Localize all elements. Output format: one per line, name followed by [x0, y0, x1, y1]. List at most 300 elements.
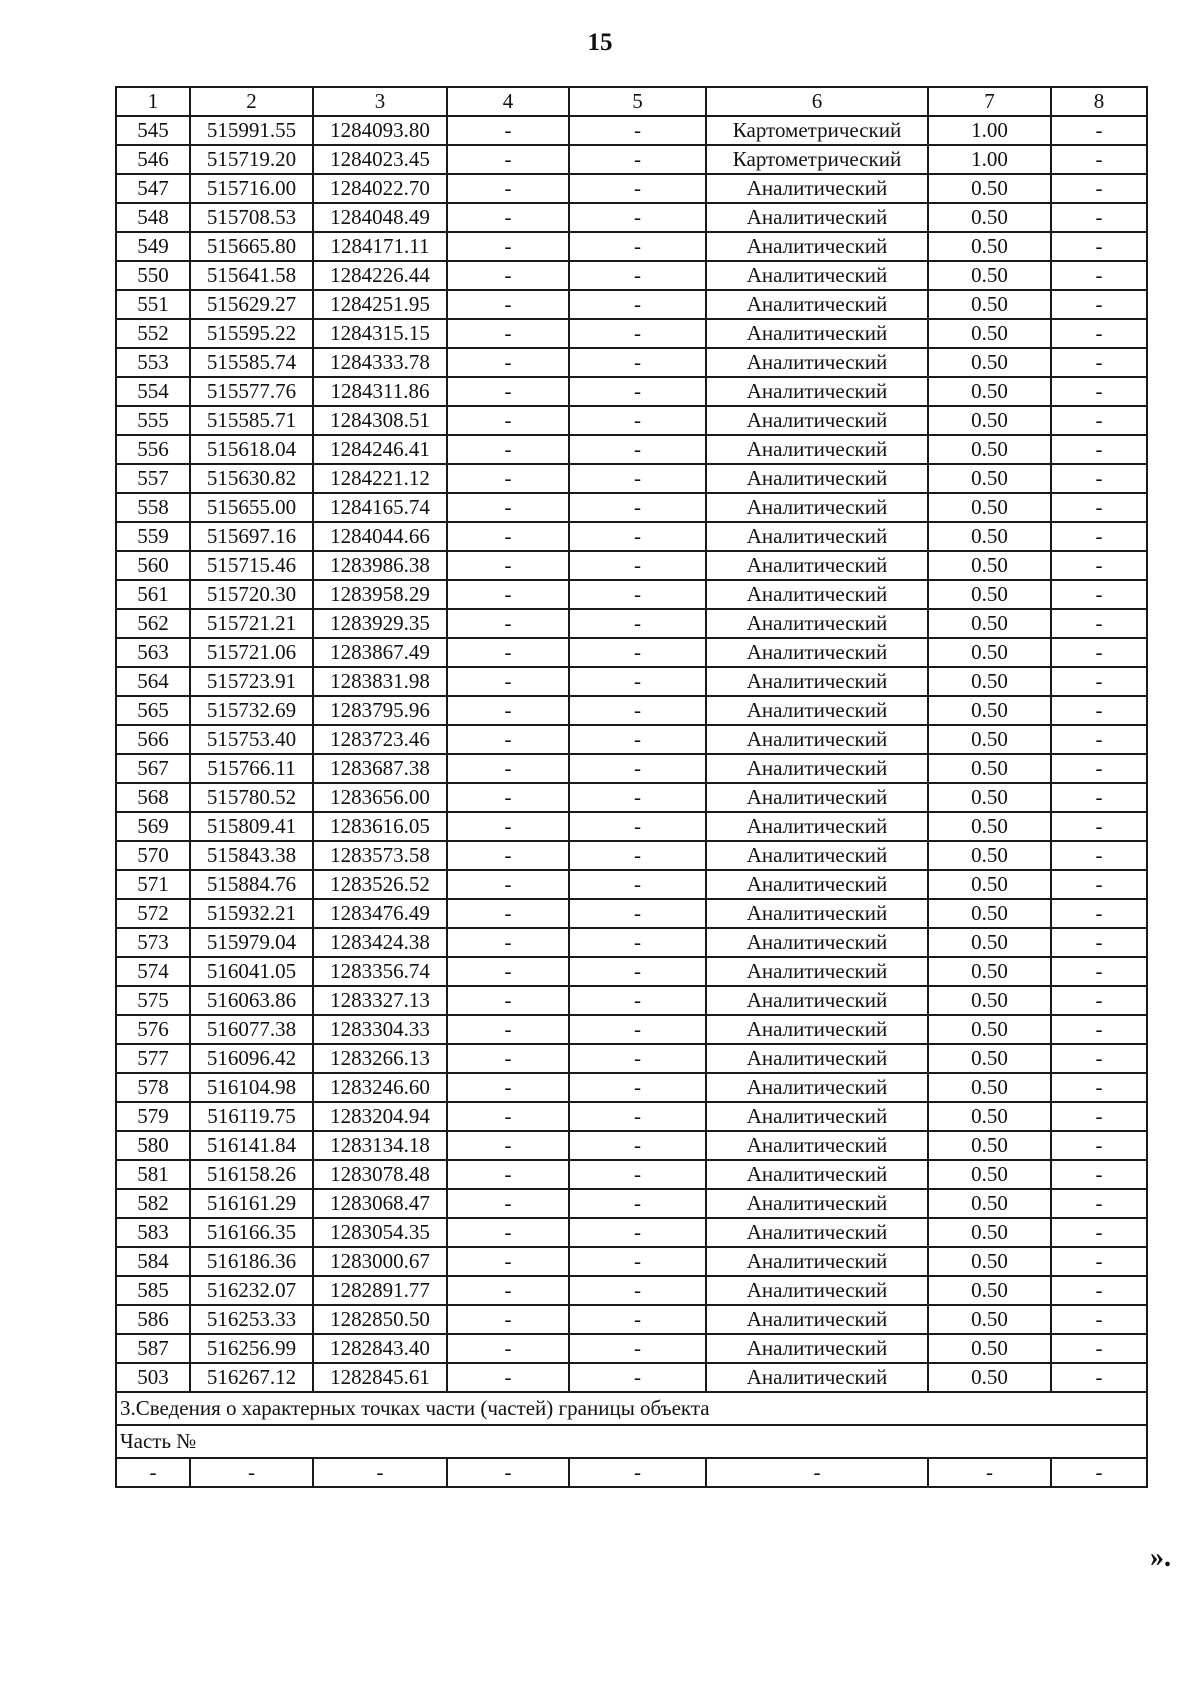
table-cell: 550 [116, 261, 190, 290]
table-cell: 515618.04 [190, 435, 313, 464]
table-cell: - [569, 1131, 706, 1160]
table-cell: 516158.26 [190, 1160, 313, 1189]
table-cell: - [569, 638, 706, 667]
table-cell: 562 [116, 609, 190, 638]
table-cell: 515753.40 [190, 725, 313, 754]
table-cell: 0.50 [928, 1044, 1051, 1073]
table-cell: 8 [1051, 87, 1147, 116]
table-cell: 0.50 [928, 377, 1051, 406]
table-cell: 1283327.13 [313, 986, 447, 1015]
table-cell: 0.50 [928, 667, 1051, 696]
table-cell: 0.50 [928, 957, 1051, 986]
table-cell: 563 [116, 638, 190, 667]
table-cell: - [447, 609, 569, 638]
table-cell: - [447, 290, 569, 319]
table-row [116, 870, 1147, 899]
table-cell: 1283795.96 [313, 696, 447, 725]
table-cell: - [1051, 1218, 1147, 1247]
table-cell: 515697.16 [190, 522, 313, 551]
table-cell: 1284246.41 [313, 435, 447, 464]
table-cell: 566 [116, 725, 190, 754]
table-cell: 1283831.98 [313, 667, 447, 696]
table-cell: - [1051, 1160, 1147, 1189]
table-row [116, 551, 1147, 580]
table-cell: 0.50 [928, 580, 1051, 609]
table-cell: 516256.99 [190, 1334, 313, 1363]
table-cell: - [569, 1015, 706, 1044]
table-cell: - [447, 899, 569, 928]
table-cell: 515720.30 [190, 580, 313, 609]
table-cell: - [1051, 551, 1147, 580]
table-cell: - [1051, 232, 1147, 261]
table-cell: 564 [116, 667, 190, 696]
table-row [116, 348, 1147, 377]
table-cell: - [569, 1363, 706, 1392]
table-cell: 0.50 [928, 1218, 1051, 1247]
table-row [116, 145, 1147, 174]
table-cell: 0.50 [928, 1015, 1051, 1044]
table-cell: Аналитический [706, 174, 928, 203]
table-cell: - [569, 522, 706, 551]
table-cell: - [447, 1363, 569, 1392]
table-cell: 574 [116, 957, 190, 986]
table-cell: - [447, 551, 569, 580]
table-cell: - [116, 1458, 190, 1487]
table-cell: Аналитический [706, 522, 928, 551]
table-row [116, 406, 1147, 435]
table-cell: 515932.21 [190, 899, 313, 928]
table-cell: - [569, 870, 706, 899]
table-cell: Аналитический [706, 551, 928, 580]
table-cell: 0.50 [928, 1189, 1051, 1218]
table-row [116, 754, 1147, 783]
table-cell: 1284311.86 [313, 377, 447, 406]
table-cell: - [569, 116, 706, 145]
empty-part-row [116, 1458, 1147, 1487]
table-cell: 1283134.18 [313, 1131, 447, 1160]
table-cell: Аналитический [706, 377, 928, 406]
table-cell: 547 [116, 174, 190, 203]
table-cell: - [569, 928, 706, 957]
table-cell: 0.50 [928, 899, 1051, 928]
table-cell: 515721.06 [190, 638, 313, 667]
table-cell: - [1051, 1189, 1147, 1218]
table-row [116, 812, 1147, 841]
table-cell: 0.50 [928, 232, 1051, 261]
table-cell: 516166.35 [190, 1218, 313, 1247]
table-cell: - [447, 348, 569, 377]
table-cell: - [447, 116, 569, 145]
table-cell: - [569, 1160, 706, 1189]
table-cell: 515780.52 [190, 783, 313, 812]
table-cell: 1284226.44 [313, 261, 447, 290]
table-cell: 0.50 [928, 1334, 1051, 1363]
table-row [116, 667, 1147, 696]
table-cell: - [447, 232, 569, 261]
table-cell: 516096.42 [190, 1044, 313, 1073]
table-cell: 516104.98 [190, 1073, 313, 1102]
table-row [116, 319, 1147, 348]
table-cell: Аналитический [706, 696, 928, 725]
table-cell: - [447, 667, 569, 696]
table-cell: - [569, 232, 706, 261]
table-cell: 515585.71 [190, 406, 313, 435]
table-cell: - [447, 841, 569, 870]
table-cell: 516186.36 [190, 1247, 313, 1276]
table-cell: 516253.33 [190, 1305, 313, 1334]
table-cell: 7 [928, 87, 1051, 116]
table-cell: 515585.74 [190, 348, 313, 377]
table-cell: 581 [116, 1160, 190, 1189]
table-cell: - [1051, 1247, 1147, 1276]
table-cell: - [569, 899, 706, 928]
table-cell: - [1051, 464, 1147, 493]
table-cell: - [569, 203, 706, 232]
table-cell: - [569, 1102, 706, 1131]
table-row [116, 1305, 1147, 1334]
table-cell: Аналитический [706, 435, 928, 464]
table-cell: - [1051, 928, 1147, 957]
table-cell: - [447, 1458, 569, 1487]
table-cell: 1283054.35 [313, 1218, 447, 1247]
table-cell: 516267.12 [190, 1363, 313, 1392]
part-number-row [116, 1425, 1147, 1458]
table-cell: 1284044.66 [313, 522, 447, 551]
table-cell: 1283068.47 [313, 1189, 447, 1218]
table-cell: 584 [116, 1247, 190, 1276]
table-row [116, 435, 1147, 464]
table-cell: Аналитический [706, 1073, 928, 1102]
table-cell: - [1051, 1044, 1147, 1073]
table-row [116, 783, 1147, 812]
table-row [116, 609, 1147, 638]
table-row [116, 986, 1147, 1015]
table-cell: 515766.11 [190, 754, 313, 783]
table-cell: 0.50 [928, 841, 1051, 870]
table-cell: - [569, 1218, 706, 1247]
table-cell: 1283986.38 [313, 551, 447, 580]
table-cell: 515708.53 [190, 203, 313, 232]
table-cell: - [1051, 493, 1147, 522]
table-row [116, 1131, 1147, 1160]
closing-quote-mark: ». [1150, 1542, 1171, 1573]
table-cell: - [447, 435, 569, 464]
table-row [116, 232, 1147, 261]
table-cell: 0.50 [928, 1247, 1051, 1276]
table-cell: - [569, 1073, 706, 1102]
table-row [116, 522, 1147, 551]
table-cell: 515732.69 [190, 696, 313, 725]
table-cell: 2 [190, 87, 313, 116]
table-cell: - [569, 319, 706, 348]
table-row [116, 841, 1147, 870]
table-row [116, 638, 1147, 667]
table-cell: - [569, 754, 706, 783]
table-row [116, 493, 1147, 522]
table-cell: - [1051, 783, 1147, 812]
table-cell: - [447, 377, 569, 406]
table-cell: Аналитический [706, 1305, 928, 1334]
table-body [116, 87, 1147, 1487]
table-cell: 0.50 [928, 1131, 1051, 1160]
table-cell: Аналитический [706, 1044, 928, 1073]
table-cell: Аналитический [706, 1131, 928, 1160]
table-cell: - [1051, 638, 1147, 667]
table-row [116, 725, 1147, 754]
table-row [116, 899, 1147, 928]
table-cell: - [447, 522, 569, 551]
table-cell: 579 [116, 1102, 190, 1131]
table-cell: - [1051, 522, 1147, 551]
table-cell: - [1051, 1276, 1147, 1305]
table-cell: 1283526.52 [313, 870, 447, 899]
table-row [116, 1276, 1147, 1305]
table-cell: - [569, 1189, 706, 1218]
table-cell: - [1051, 1363, 1147, 1392]
table-cell: 515655.00 [190, 493, 313, 522]
table-cell: 515716.00 [190, 174, 313, 203]
table-cell: 571 [116, 870, 190, 899]
table-cell: Аналитический [706, 580, 928, 609]
table-cell: - [706, 1458, 928, 1487]
table-cell: - [1051, 754, 1147, 783]
table-cell: 0.50 [928, 1305, 1051, 1334]
table-cell: 0.50 [928, 174, 1051, 203]
table-cell: 0.50 [928, 812, 1051, 841]
table-cell: Аналитический [706, 1160, 928, 1189]
table-cell: 1284308.51 [313, 406, 447, 435]
table-cell: - [1051, 145, 1147, 174]
table-cell: - [569, 377, 706, 406]
table-cell: Аналитический [706, 1247, 928, 1276]
table-cell: 515719.20 [190, 145, 313, 174]
table-cell: Аналитический [706, 1334, 928, 1363]
table-cell: 516232.07 [190, 1276, 313, 1305]
table-cell: - [1051, 290, 1147, 319]
table-cell: 515843.38 [190, 841, 313, 870]
table-cell: - [569, 435, 706, 464]
table-row [116, 261, 1147, 290]
table-cell: 1284315.15 [313, 319, 447, 348]
table-cell: 0.50 [928, 348, 1051, 377]
table-cell: 587 [116, 1334, 190, 1363]
table-cell: - [569, 464, 706, 493]
table-row [116, 464, 1147, 493]
table-cell: - [447, 493, 569, 522]
table-cell: 577 [116, 1044, 190, 1073]
table-cell: 565 [116, 696, 190, 725]
table-row [116, 1015, 1147, 1044]
table-cell: - [447, 1102, 569, 1131]
table-cell: - [1051, 957, 1147, 986]
table-cell: - [569, 580, 706, 609]
table-cell: 0.50 [928, 1160, 1051, 1189]
table-cell: 1283929.35 [313, 609, 447, 638]
table-cell: Аналитический [706, 493, 928, 522]
table-cell: 1282891.77 [313, 1276, 447, 1305]
table-cell: - [447, 754, 569, 783]
table-cell: 1283616.05 [313, 812, 447, 841]
table-cell: - [447, 406, 569, 435]
table-cell: 516141.84 [190, 1131, 313, 1160]
table-cell: - [1051, 1131, 1147, 1160]
table-cell: 1283867.49 [313, 638, 447, 667]
table-cell: 582 [116, 1189, 190, 1218]
table-cell: - [1051, 261, 1147, 290]
table-cell: Аналитический [706, 1276, 928, 1305]
table-cell: 554 [116, 377, 190, 406]
table-cell: - [1051, 116, 1147, 145]
table-cell: - [569, 812, 706, 841]
table-cell: 1284333.78 [313, 348, 447, 377]
table-cell: Аналитический [706, 638, 928, 667]
table-cell: 583 [116, 1218, 190, 1247]
table-cell: 1 [116, 87, 190, 116]
table-cell: 0.50 [928, 1102, 1051, 1131]
table-cell: - [569, 348, 706, 377]
table-cell: - [447, 638, 569, 667]
table-cell: - [447, 1073, 569, 1102]
table-row [116, 203, 1147, 232]
table-cell: - [447, 464, 569, 493]
table-cell: 1284165.74 [313, 493, 447, 522]
table-cell: Аналитический [706, 1218, 928, 1247]
table-cell: - [569, 1247, 706, 1276]
table-cell: - [447, 870, 569, 899]
table-cell: 515884.76 [190, 870, 313, 899]
table-cell: - [569, 551, 706, 580]
table-cell: - [447, 1015, 569, 1044]
table-row [116, 1160, 1147, 1189]
table-cell: 515991.55 [190, 116, 313, 145]
table-cell: - [1051, 580, 1147, 609]
table-row [116, 696, 1147, 725]
table-cell: - [447, 261, 569, 290]
table-cell: - [1051, 1458, 1147, 1487]
table-cell: Аналитический [706, 754, 928, 783]
table-cell: 585 [116, 1276, 190, 1305]
table-cell: - [569, 725, 706, 754]
table-cell: Аналитический [706, 1102, 928, 1131]
table-row [116, 1189, 1147, 1218]
table-cell: - [447, 174, 569, 203]
table-cell: - [1051, 667, 1147, 696]
table-cell: - [1051, 1334, 1147, 1363]
table-cell: - [569, 1044, 706, 1073]
table-cell: - [447, 783, 569, 812]
table-cell: - [447, 1131, 569, 1160]
table-cell: 556 [116, 435, 190, 464]
table-cell: 557 [116, 464, 190, 493]
table-cell: Аналитический [706, 609, 928, 638]
table-cell: - [569, 957, 706, 986]
table-cell: 560 [116, 551, 190, 580]
table-cell: 1282843.40 [313, 1334, 447, 1363]
table-cell: Аналитический [706, 870, 928, 899]
table-cell: 553 [116, 348, 190, 377]
table-cell: - [1051, 406, 1147, 435]
table-row [116, 377, 1147, 406]
table-cell: Аналитический [706, 667, 928, 696]
table-cell: Аналитический [706, 290, 928, 319]
table-cell: 1284171.11 [313, 232, 447, 261]
table-cell: 572 [116, 899, 190, 928]
table-cell: Аналитический [706, 1363, 928, 1392]
table-cell: 1282845.61 [313, 1363, 447, 1392]
table-row [116, 580, 1147, 609]
table-cell: - [447, 1160, 569, 1189]
table-cell: - [447, 1334, 569, 1363]
table-cell: Аналитический [706, 812, 928, 841]
table-cell: 575 [116, 986, 190, 1015]
table-cell: 1283304.33 [313, 1015, 447, 1044]
table-cell: 515721.21 [190, 609, 313, 638]
table-cell: - [1051, 203, 1147, 232]
table-cell: - [569, 1334, 706, 1363]
table-cell: 0.50 [928, 522, 1051, 551]
table-cell: - [1051, 899, 1147, 928]
table-cell: - [569, 493, 706, 522]
table-cell: 0.50 [928, 986, 1051, 1015]
table-cell: - [447, 928, 569, 957]
table-cell: Аналитический [706, 203, 928, 232]
part-number-label: Часть № [116, 1425, 1147, 1458]
table-cell: Аналитический [706, 464, 928, 493]
table-row [116, 1044, 1147, 1073]
table-cell: 1283687.38 [313, 754, 447, 783]
table-cell: 559 [116, 522, 190, 551]
table-cell: 515595.22 [190, 319, 313, 348]
table-cell: 561 [116, 580, 190, 609]
table-cell: 1283204.94 [313, 1102, 447, 1131]
table-cell: 515809.41 [190, 812, 313, 841]
table-cell: - [569, 145, 706, 174]
table-cell: 1284093.80 [313, 116, 447, 145]
table-cell: 0.50 [928, 725, 1051, 754]
table-cell: - [447, 1305, 569, 1334]
table-cell: - [1051, 1102, 1147, 1131]
table-cell: 515665.80 [190, 232, 313, 261]
table-row [116, 1102, 1147, 1131]
table-cell: - [447, 1247, 569, 1276]
table-cell: - [1051, 870, 1147, 899]
table-cell: Аналитический [706, 986, 928, 1015]
table-cell: Аналитический [706, 348, 928, 377]
table-cell: - [447, 725, 569, 754]
table-cell: 503 [116, 1363, 190, 1392]
section-title-row [116, 1392, 1147, 1425]
table-cell: - [1051, 725, 1147, 754]
table-cell: 1283656.00 [313, 783, 447, 812]
table-cell: Аналитический [706, 319, 928, 348]
table-cell: Аналитический [706, 232, 928, 261]
table-cell: 0.50 [928, 1276, 1051, 1305]
table-cell: 1283723.46 [313, 725, 447, 754]
table-cell: 515629.27 [190, 290, 313, 319]
table-cell: - [569, 290, 706, 319]
table-cell: - [569, 261, 706, 290]
table-cell: Аналитический [706, 928, 928, 957]
table-cell: 573 [116, 928, 190, 957]
table-cell: - [569, 1458, 706, 1487]
table-cell: 570 [116, 841, 190, 870]
table-cell: - [447, 1276, 569, 1305]
table-row [116, 1073, 1147, 1102]
table-cell: - [1051, 1073, 1147, 1102]
table-cell: Аналитический [706, 899, 928, 928]
table-cell: 0.50 [928, 406, 1051, 435]
table-cell: 1283958.29 [313, 580, 447, 609]
